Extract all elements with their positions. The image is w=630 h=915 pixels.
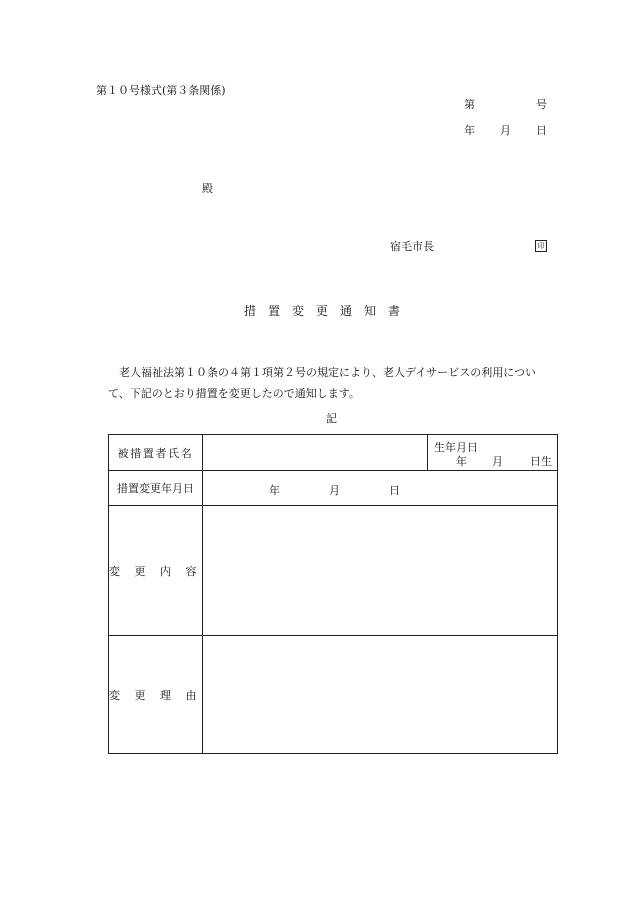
reason-row [109, 636, 558, 754]
document-title: 措 置 変 更 通 知 書 [244, 304, 401, 318]
birth-label: 生年月日 [434, 441, 478, 454]
date-day: 日 [536, 124, 547, 137]
change-date-row [109, 471, 558, 506]
change-date-value [203, 471, 558, 506]
doc-number-suffix: 号 [536, 98, 547, 111]
birth-month: 月 [492, 455, 503, 468]
change-year: 年 [269, 484, 280, 497]
issuer-name: 宿毛市長 [390, 240, 434, 253]
seal-mark: 印 [535, 238, 547, 252]
body-line-1: 老人福祉法第１０条の４第１項第２号の規定により、老人デイサービスの利用につい [119, 366, 537, 379]
addressee-suffix: 殿 [202, 182, 213, 195]
change-day: 日 [389, 484, 400, 497]
doc-number-prefix: 第 [464, 98, 475, 111]
form-number: 第１０号様式(第３条関係) [96, 84, 226, 97]
reason-value [203, 636, 558, 754]
name-label: 被措置者氏名 [109, 435, 203, 471]
name-row [109, 435, 558, 471]
change-month: 月 [329, 484, 340, 497]
date-year: 年 [464, 124, 475, 137]
ki-heading: 記 [326, 412, 337, 425]
body-line-2: て、下記のとおり措置を変更したので通知します。 [108, 387, 360, 400]
name-value-cell [203, 435, 428, 471]
content-row [109, 506, 558, 636]
content-label: 変 更 内 容 [109, 506, 203, 636]
content-value [203, 506, 558, 636]
date-month: 月 [500, 124, 511, 137]
notice-table [108, 434, 558, 754]
birth-cell [428, 435, 558, 471]
birth-day: 日生 [530, 455, 552, 468]
change-date-label: 措置変更年月日 [109, 471, 203, 506]
reason-label: 変 更 理 由 [109, 636, 203, 754]
birth-year: 年 [456, 455, 467, 468]
